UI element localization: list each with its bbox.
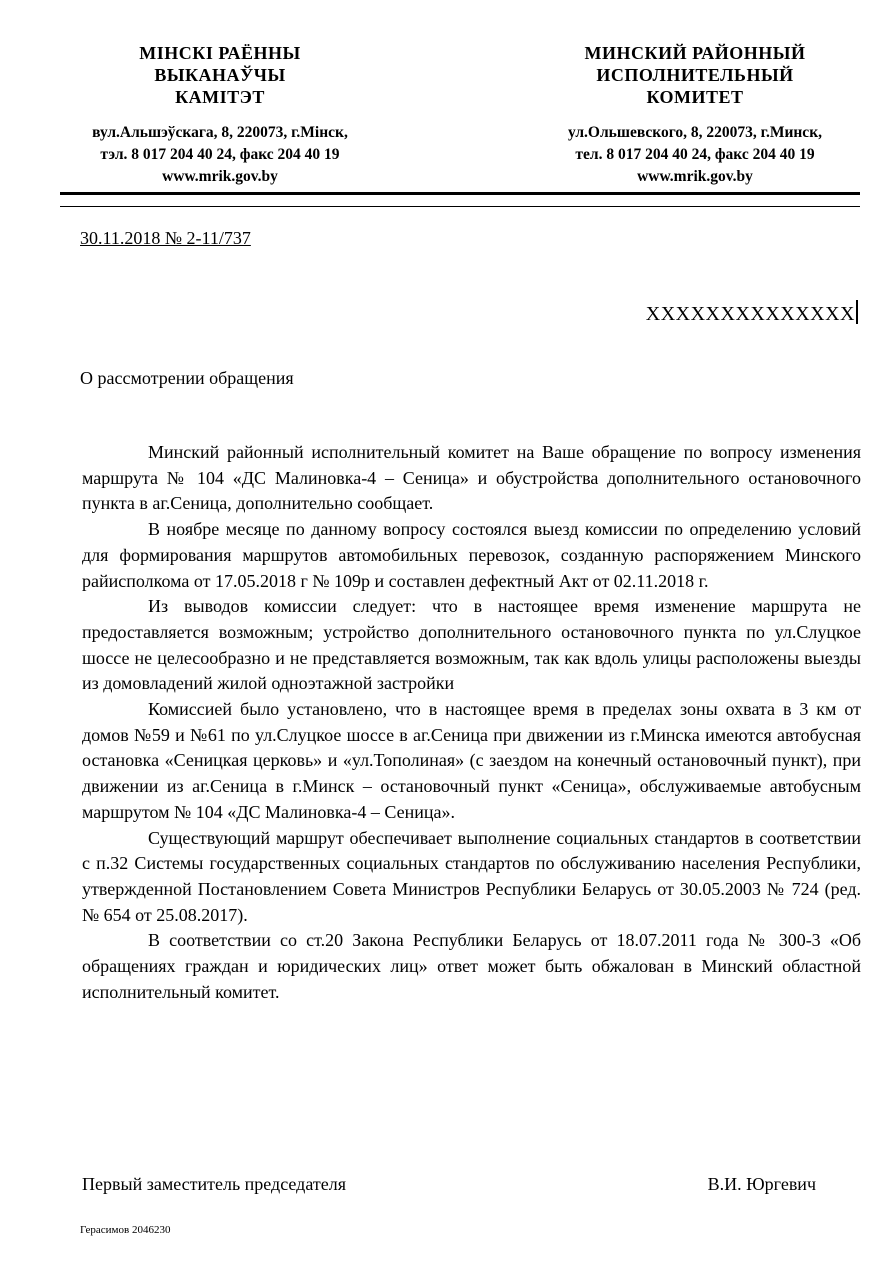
header-divider-thick	[60, 192, 860, 195]
header-right-russian	[500, 42, 890, 188]
org-name-line: МІНСКІ РАЁННЫ	[139, 43, 301, 63]
letter-body	[82, 440, 861, 1005]
address-line: ул.Ольшевского, 8, 220073, г.Минск,	[567, 124, 822, 141]
website-line: www.mrik.gov.by	[162, 168, 278, 185]
body-paragraph: Из выводов комиссии следует: что в настоящее время изменение маршрута не предоставляется возможным; устройство дополнительного остановочного пункта по ул.Слуцкое шоссе не целесообразно и не представляется возможным, так как вдоль улицы расположены выезды из домовладений жилой одноэтажной застройки	[82, 596, 861, 694]
org-name-line: МИНСКИЙ РАЙОННЫЙ	[584, 43, 806, 63]
header-left-belarusian	[40, 42, 400, 188]
body-paragraph: В соответствии со ст.20 Закона Республики Беларусь от 18.07.2011 года № 300-3 «Об обращениях граждан и юридических лиц» ответ может быть обжалован в Минский областной исполнительный комитет.	[82, 930, 861, 1002]
phone-line: тэл. 8 017 204 40 24, факс 204 40 19	[100, 146, 340, 163]
body-paragraph: Комиссией было установлено, что в настоящее время в пределах зоны охвата в 3 км от домов №59 и №61 по ул.Слуцкое шоссе в аг.Сеница при движении из г.Минска имеются автобусная остановка «Сеницкая церковь» и «ул.Тополиная» (с заездом на конечный остановочный пункт), при движении из аг.Сеница в г.Минск – остановочный пункт «Сеница», обслуживаемые автобусным маршрутом № 104 «ДС Малиновка-4 – Сеница».	[82, 699, 861, 822]
website-line: www.mrik.gov.by	[637, 168, 753, 185]
recipient[interactable]	[646, 300, 858, 326]
address-block	[500, 122, 890, 188]
org-name-line: КОМИТЕТ	[646, 87, 744, 107]
org-name-line: ВЫКАНАЎЧЫ	[154, 65, 286, 85]
signatory-name: В.И. Юргевич	[707, 1174, 816, 1194]
date-number: 30.11.2018 № 2-11/737	[80, 228, 251, 248]
body-paragraph: В ноябре месяце по данному вопросу состоялся выезд комиссии по определению условий для формирования маршрутов автомобильных перевозок, созданную распоряжением Минского райисполкома от 17.05.2018 г № 109р и составлен дефектный Акт от 02.11.2018 г.	[82, 519, 861, 591]
executor-note: Герасимов 2046230	[80, 1224, 171, 1236]
recipient-text: ХХХХХХХХХХХХХХ	[645, 303, 855, 325]
text-cursor	[856, 300, 858, 324]
org-name-line: КАМІТЭТ	[175, 87, 265, 107]
letter-subject: О рассмотрении обращения	[80, 368, 294, 388]
body-paragraph: Существующий маршрут обеспечивает выполнение социальных стандартов в соответствии с п.32 Системы государственных социальных стандартов по обслуживанию населения Республики, утвержденной Постановлением Совета Министров Республики Беларусь от 30.05.2003 № 724 (ред. № 654 от 25.08.2017).	[82, 827, 861, 925]
header-divider-thin	[60, 206, 860, 207]
phone-line: тел. 8 017 204 40 24, факс 204 40 19	[575, 146, 815, 163]
address-block	[40, 122, 400, 188]
address-line: вул.Альшэўскага, 8, 220073, г.Мінск,	[92, 124, 348, 141]
body-paragraph: Минский районный исполнительный комитет на Ваше обращение по вопросу изменения маршрута № 104 «ДС Малиновка-4 – Сеница» и обустройства дополнительного остановочного пункта в аг.Сеница, дополнительно сообщает.	[82, 442, 861, 514]
signatory-title: Первый заместитель председателя	[82, 1174, 346, 1194]
org-name-line: ИСПОЛНИТЕЛЬНЫЙ	[596, 65, 794, 85]
